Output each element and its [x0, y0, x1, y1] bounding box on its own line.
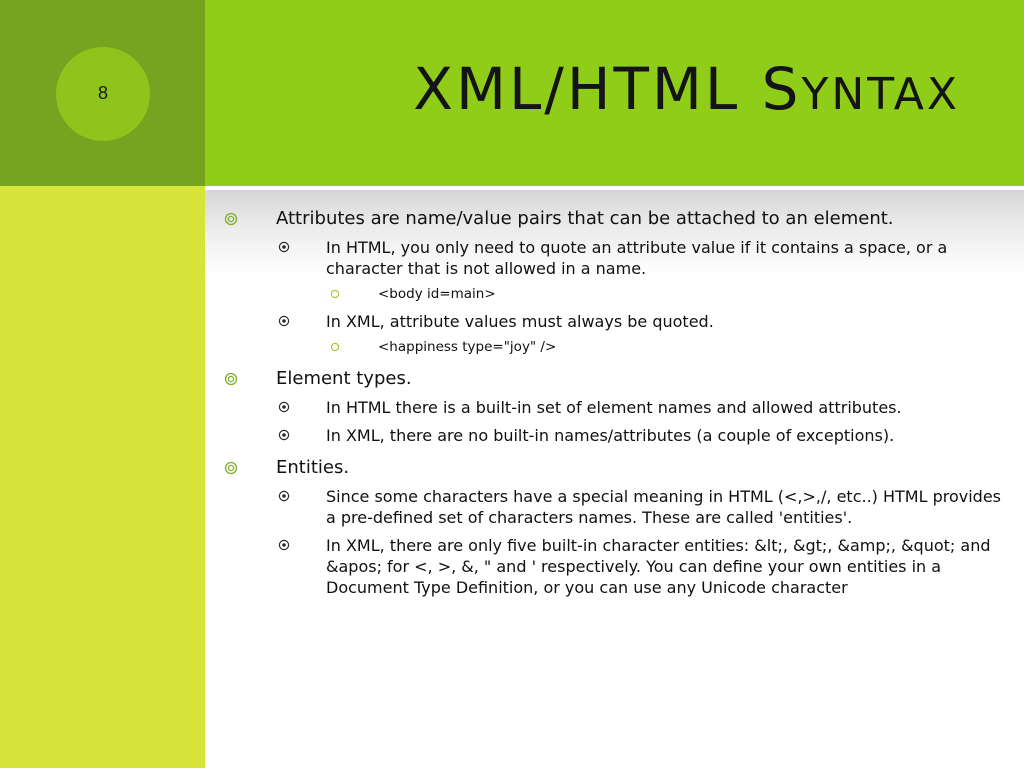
bullet-html-elements	[224, 397, 1014, 418]
bullet-html-entities	[224, 486, 1014, 528]
slide-number: 8	[97, 83, 108, 103]
slide-title-main: XML/HTML S	[413, 55, 802, 123]
bullet-text: <happiness type="joy" />	[378, 339, 557, 355]
slide-title	[413, 55, 960, 123]
circle-dot-icon	[278, 535, 292, 556]
bullet-html-example	[224, 285, 1014, 304]
bullet-xml-elements	[224, 425, 1014, 446]
double-circle-icon	[224, 207, 238, 230]
bullet-text: In XML, there are only five built-in character entities: &lt;, &gt;, &amp;, &quot; and &apos; for <, >, &, " and ' respectively. You can define your own entities in a Document Type Definition, or you can use any Unicode character	[326, 536, 991, 597]
bullet-text: Element types.	[276, 368, 412, 389]
bullet-text: Entities.	[276, 457, 350, 478]
bullet-attributes	[224, 207, 1014, 230]
bullet-xml-example	[224, 338, 1014, 357]
bullet-html-quote	[224, 237, 1014, 279]
circle-dot-icon	[278, 397, 292, 418]
double-circle-icon	[224, 456, 238, 479]
bullet-xml-quote	[224, 311, 1014, 332]
bullet-text: Since some characters have a special meaning in HTML (<,>,/, etc..) HTML provides a pre-defined set of characters names. These are called 'entities'.	[326, 487, 1002, 527]
bullet-text: In XML, there are no built-in names/attributes (a couple of exceptions).	[326, 426, 895, 445]
bullet-entities	[224, 456, 1014, 479]
circle-dot-icon	[278, 425, 292, 446]
circle-dot-icon	[278, 237, 292, 258]
double-circle-icon	[224, 367, 238, 390]
circle-dot-icon	[278, 311, 292, 332]
hollow-circle-icon	[330, 338, 342, 357]
hollow-circle-icon	[330, 285, 342, 304]
bullet-element-types	[224, 367, 1014, 390]
bullet-xml-entities	[224, 535, 1014, 598]
slide-title-smallcaps: YNTAX	[801, 69, 960, 120]
bullet-text: <body id=main>	[378, 286, 496, 302]
bullet-text: In HTML there is a built-in set of element names and allowed attributes.	[326, 398, 902, 417]
bullet-text: Attributes are name/value pairs that can be attached to an element.	[276, 208, 894, 229]
sidebar-bottom-panel	[0, 186, 205, 768]
circle-dot-icon	[278, 486, 292, 507]
bullet-list	[224, 207, 1014, 598]
bullet-text: In XML, attribute values must always be quoted.	[326, 312, 714, 331]
bullet-text: In HTML, you only need to quote an attribute value if it contains a space, or a character that is not allowed in a name.	[326, 238, 948, 278]
